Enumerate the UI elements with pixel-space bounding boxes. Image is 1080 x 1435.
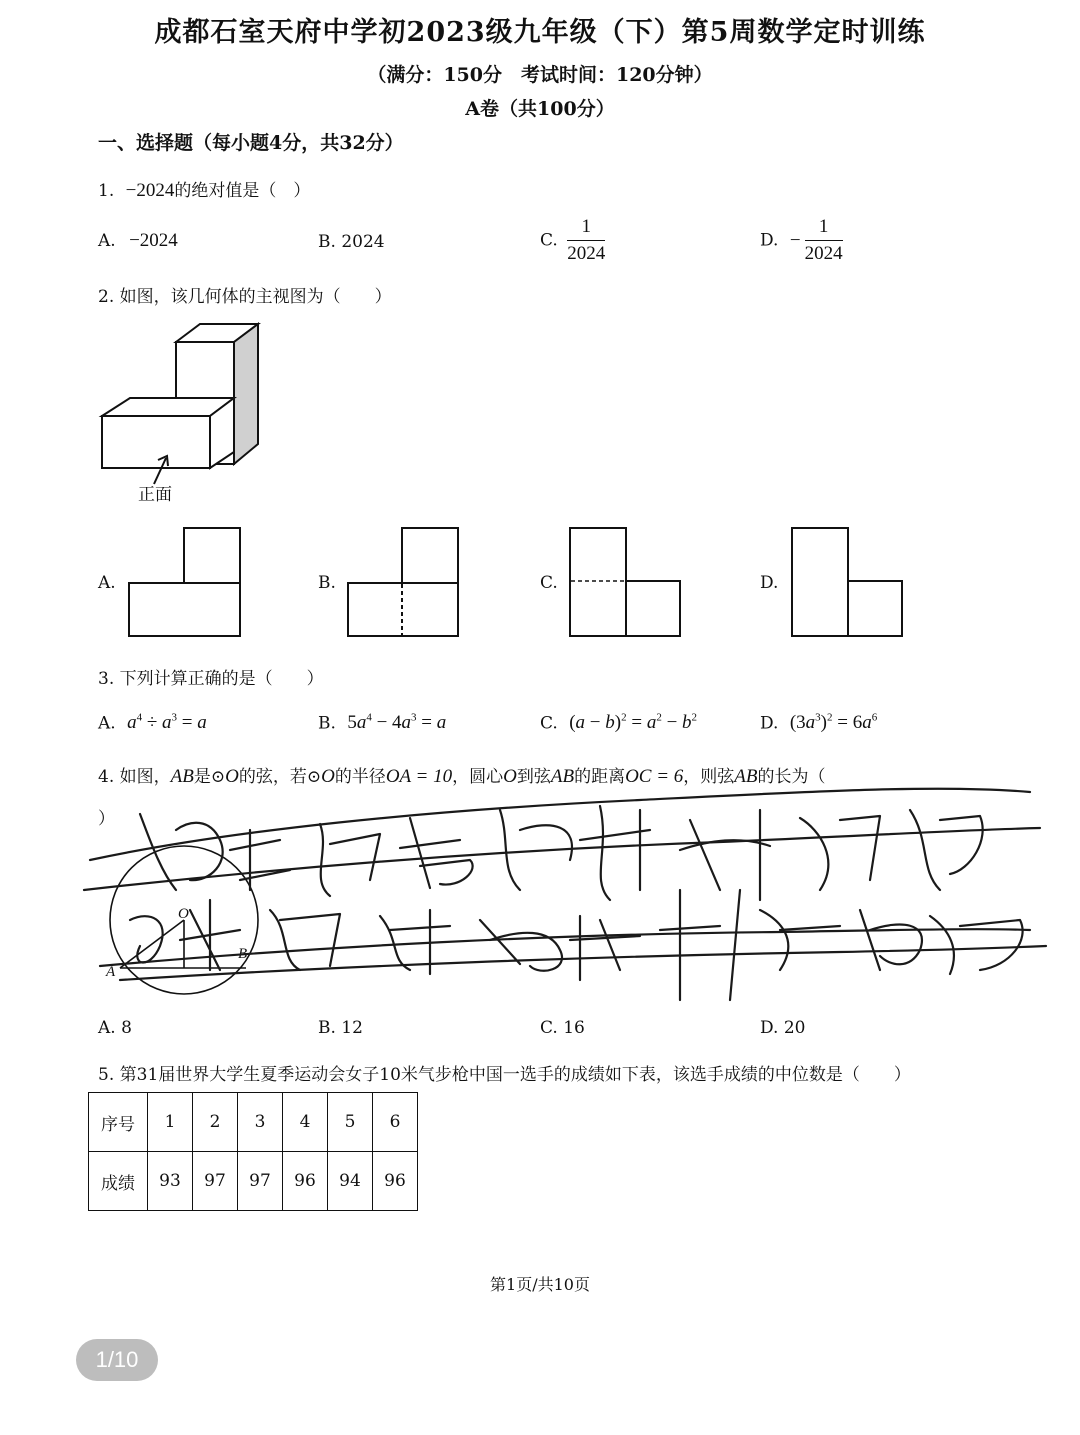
table-cell: 96 (373, 1152, 418, 1211)
q1-number: 1. (98, 181, 115, 201)
q3-option-b-label: B. (318, 713, 336, 734)
exam-title: 成都石室天府中学初2023级九年级（下）第5周数学定时训练 (154, 17, 926, 48)
q1-option-c-fraction (567, 216, 605, 265)
question-1-stem (98, 176, 310, 202)
q2-solid-figure (90, 318, 280, 508)
table-cell: 1 (148, 1093, 193, 1152)
q2-option-b-label: B. (318, 573, 336, 593)
q1-option-a-value: −2024 (129, 230, 178, 251)
q4-stem-mid5: 到弦 (516, 767, 551, 787)
table-header-index: 序号 (89, 1093, 148, 1152)
label-a: A (106, 964, 116, 980)
q3-option-d-label: D. (760, 713, 779, 734)
q4-option-d: D. 20 (760, 1018, 806, 1038)
q4-stem-mid7: ，则弦 (683, 767, 735, 787)
table-cell: 93 (148, 1152, 193, 1211)
table-cell: 94 (328, 1152, 373, 1211)
exam-subtitle: （满分：150分 考试时间：120分钟） (367, 64, 713, 86)
q2-option-b-mask (346, 526, 462, 640)
table-header-score: 成绩 (89, 1152, 148, 1211)
table-cell: 6 (373, 1093, 418, 1152)
q3-option-c-expr: $(a - b)^2 = a^2 - b^2$ (569, 712, 698, 734)
q1-option-c-numerator: 1 (567, 216, 605, 241)
q4-eq-oa: OA = 10 (385, 766, 453, 787)
q3-option-a (98, 712, 207, 734)
question-2-stem: 2. 如图，该几何体的主视图为（ ） (98, 287, 392, 307)
q1-option-d (760, 216, 843, 265)
q4-stem-mid2: 的弦，若⊙ (238, 767, 322, 787)
q4-eq-oc: OC = 6 (625, 766, 684, 787)
q4-circle-o-2: O (321, 766, 335, 787)
q4-option-a: A. 8 (98, 1018, 132, 1038)
q4-option-c: C. 16 (540, 1018, 585, 1038)
table-cell: 2 (193, 1093, 238, 1152)
tall-block-side (234, 324, 258, 464)
q4-seg-ab-2: AB (550, 766, 575, 787)
q1-value: −2024 (125, 180, 175, 201)
front-label: 正面 (138, 485, 172, 505)
q2-option-c-label: C. (540, 573, 558, 593)
q1-option-c-denominator: 2024 (567, 243, 606, 264)
q1-option-c-label: C. (540, 230, 558, 251)
page-indicator[interactable]: 1/10 (76, 1339, 158, 1381)
q1-option-d-label: D. (760, 230, 779, 251)
q4-stem-mid1: 是⊙ (193, 767, 226, 787)
table-cell: 97 (193, 1152, 238, 1211)
q3-option-d-expr: $(3a^3)^2 = 6a^6$ (789, 712, 878, 734)
q1-option-b (318, 232, 385, 252)
q4-stem-close: ） (98, 809, 115, 829)
q1-option-d-fraction (805, 216, 843, 265)
q2-option-a-label: A. (98, 573, 116, 593)
low-block-front (102, 416, 210, 468)
q1-option-b-label: B. (318, 232, 336, 252)
q3-option-b-expr: $5a^4 - 4a^3 = a$ (347, 712, 447, 734)
section-heading: 一、选择题（每小题4分，共32分） (98, 132, 404, 154)
q2-option-d-label: D. (760, 573, 779, 593)
handwritten-scribble-overlay (80, 770, 1060, 1010)
q4-seg-ab-3: AB (734, 766, 758, 787)
q3-option-d (760, 712, 877, 734)
table-cell: 5 (328, 1093, 373, 1152)
table-cell: 3 (238, 1093, 283, 1152)
q4-stem-mid4: ，圆心 (452, 767, 504, 787)
q1-option-d-denominator: 2024 (804, 243, 843, 264)
q1-option-b-value: 2024 (341, 232, 385, 252)
question-3-stem: 3. 下列计算正确的是（ ） (98, 669, 324, 689)
table-row-index (89, 1093, 418, 1152)
table-cell: 97 (238, 1152, 283, 1211)
q1-option-c (540, 216, 605, 265)
q1-stem-tail: 的绝对值是（ ） (174, 181, 311, 201)
label-b: B (238, 946, 248, 962)
q4-stem-mid3: 的半径 (334, 767, 386, 787)
page-footer: 第1页/共10页 (490, 1275, 590, 1294)
q1-option-d-numerator: 1 (805, 216, 843, 241)
q4-stem-prefix: 4. 如图， (98, 767, 171, 787)
q4-stem-mid6: 的距离 (574, 767, 626, 787)
q1-option-a-label: A. (98, 231, 116, 251)
q1-option-a (98, 230, 178, 252)
label-o: O (178, 906, 189, 922)
table-row-score (89, 1152, 418, 1211)
q4-option-b: B. 12 (318, 1018, 363, 1038)
paper-a-heading: A卷（共100分） (465, 98, 615, 120)
score-table (88, 1092, 418, 1211)
q3-option-a-expr: $a^4 \div a^3 = a$ (127, 712, 207, 734)
table-cell: 96 (283, 1152, 328, 1211)
q2-option-d-figure (790, 526, 906, 640)
q4-center-o: O (503, 766, 517, 787)
q3-option-c-label: C. (540, 713, 558, 734)
q4-circle-o: O (225, 766, 239, 787)
q3-option-c (540, 712, 697, 734)
q4-seg-ab: AB (170, 766, 194, 787)
q2-option-c-figure (568, 526, 684, 640)
q1-option-d-sign: − (789, 229, 801, 251)
q4-stem-tail: 的长为（ (757, 767, 826, 787)
q3-option-a-label: A. (98, 713, 116, 734)
question-5-stem: 5. 第31届世界大学生夏季运动会女子10米气步枪中国一选手的成绩如下表，该选手成绩的中位数是（ ） (98, 1065, 911, 1085)
table-cell: 4 (283, 1093, 328, 1152)
q2-option-a-figure (126, 526, 246, 640)
q3-option-b (318, 712, 446, 734)
